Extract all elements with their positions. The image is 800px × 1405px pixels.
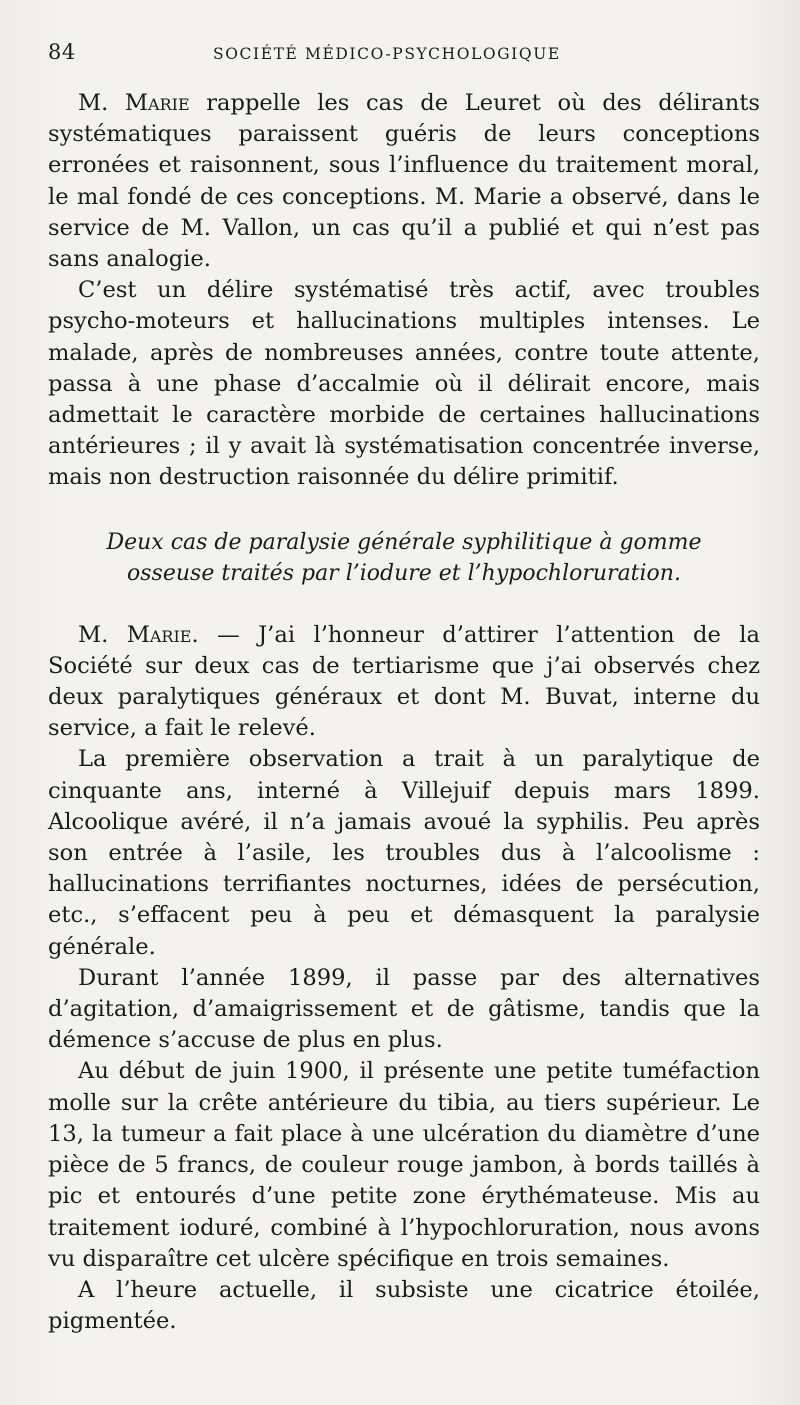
paragraph-7: A l’heure actuelle, il subsiste une cicatrice étoilée, pigmentée.: [48, 1276, 760, 1335]
paragraph-3: [48, 620, 760, 745]
paragraph-5: Durant l’année 1899, il passe par des alternatives d’agitation, d’amaigrissement et de gâtisme, tandis que la démence s’accuse de plus en plus.: [48, 964, 760, 1054]
section-title: [48, 527, 760, 589]
paragraph-2: C’est un délire systématisé très actif, avec troubles psycho-moteurs et hallucinations multiples intenses. Le malade, après de nombreuses années, contre toute attente, passa à une phase d’accalmie où il délirait encore, mais admettait le caractère morbide de certaines hallucinations antérieures ; il y avait là systématisation concentrée inverse, mais non destruction raisonnée du délire primitif.: [48, 277, 760, 491]
paragraph-6: Au début de juin 1900, il présente une petite tuméfaction molle sur la crête antérieure du tibia, au tiers supérieur. Le 13, la tumeur a fait place à une ulcération du diamètre d’une pièce de 5 francs, de couleur rouge jambon, à bords taillés à pic et entourés d’une petite zone érythémateuse. Mis au traitement ioduré, combiné à l’hypochloruration, nous avons vu disparaître cet ulcère spécifique en trois semaines.: [48, 1058, 760, 1272]
section-title-line-1: Deux cas de paralysie générale syphilitique à gomme: [106, 529, 702, 555]
speaker-name: M. Marie: [78, 90, 190, 116]
page-number: 84: [48, 40, 76, 64]
paragraph-3-text: — J’ai l’honneur d’attirer l’attention de la Société sur deux cas de tertiarisme que j’ai observés chez deux paralytiques généraux et dont M. Buvat, interne du service, a fait le relevé.: [48, 621, 760, 742]
paragraph-4: La première observation a trait à un paralytique de cinquante ans, interné à Villejuif depuis mars 1899. Alcoolique avéré, il n’a jamais avoué la syphilis. Peu après son entrée à l’asile, les troubles dus à l’alcoolisme : hallucinations terrifiantes nocturnes, idées de persécution, etc., s’effacent peu à peu et démasquent la paralysie générale.: [48, 746, 760, 960]
section-title-line-2: osseuse traités par l’iodure et l’hypochloruration.: [127, 560, 681, 586]
page-body: [48, 88, 760, 1337]
speaker-name: M. Marie.: [78, 621, 199, 648]
page-header: [48, 40, 760, 70]
paragraph-1-text: rappelle les cas de Leuret où des délirants systématiques paraissent guéris de leurs conceptions erronées et raisonnent, sous l’influence du traitement moral, le mal fondé de ces conceptions. M. Marie a observé, dans le service de M. Vallon, un cas qu’il a publié et qui n’est pas sans analogie.: [48, 90, 760, 273]
running-title: SOCIÉTÉ MÉDICO-PSYCHOLOGIQUE: [213, 45, 561, 63]
paragraph-1: [48, 88, 760, 275]
